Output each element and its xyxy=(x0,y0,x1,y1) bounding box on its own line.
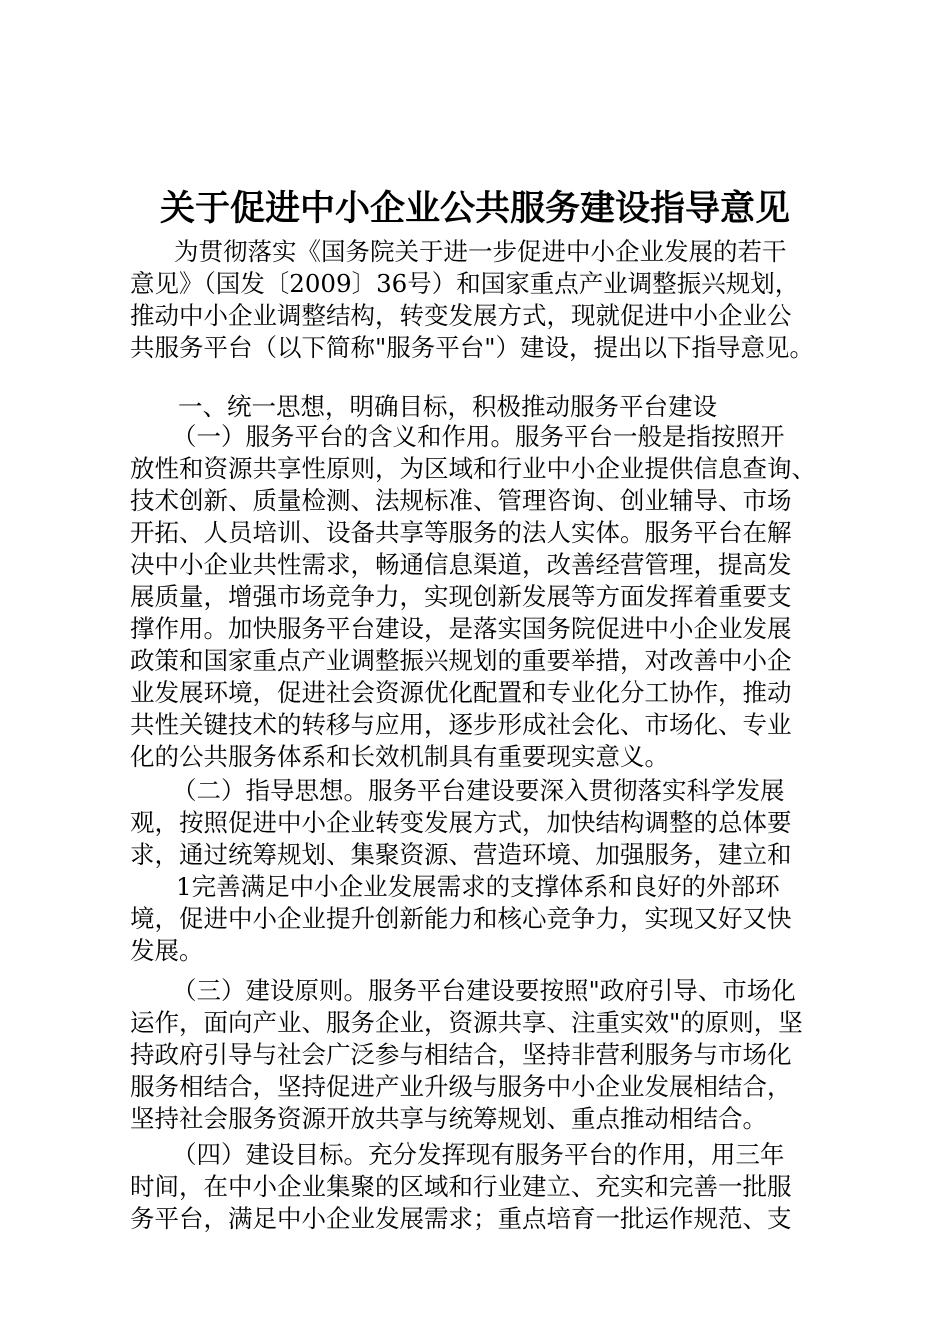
paragraph-line: 1完善满足中小企业发展需求的支撑体系和良好的外部环 xyxy=(176,872,780,901)
paragraph-line: 为贯彻落实《国务院关于进一步促进中小企业发展的若干 xyxy=(174,237,787,266)
paragraph-line: 务平台，满足中小企业发展需求；重点培育一批运作规范、支 xyxy=(130,1204,792,1233)
paragraph-line: 政策和国家重点产业调整振兴规划的重要举措，对改善中小企 xyxy=(130,646,792,675)
paragraph-line: 技术创新、质量检测、法规标准、管理咨询、创业辅导、市场 xyxy=(130,486,792,515)
paragraph-line: 放性和资源共享性原则，为区域和行业中小企业提供信息查询、 xyxy=(130,454,816,483)
paragraph-line: （三）建设原则。服务平台建设要按照"政府引导、市场化 xyxy=(172,976,796,1005)
paragraph-line: 服务相结合，坚持促进产业升级与服务中小企业发展相结合， xyxy=(130,1072,792,1101)
paragraph-line: 共服务平台（以下简称"服务平台"）建设，提出以下指导意见。 xyxy=(130,333,815,362)
paragraph-line: 求，通过统筹规划、集聚资源、营造环境、加强服务，建立和 xyxy=(130,840,792,869)
paragraph-line: 运作，面向产业、服务企业，资源共享、注重实效"的原则，坚 xyxy=(130,1008,803,1037)
paragraph-line: 发展。 xyxy=(130,936,204,965)
paragraph-line: 时间，在中小企业集聚的区域和行业建立、充实和完善一批服 xyxy=(130,1172,792,1201)
paragraph-line: 推动中小企业调整结构，转变发展方式，现就促进中小企业公 xyxy=(130,301,792,330)
paragraph-line: 撑作用。加快服务平台建设，是落实国务院促进中小企业发展 xyxy=(130,614,792,643)
section-heading: 一、统一思想，明确目标，积极推动服务平台建设 xyxy=(178,392,717,421)
paragraph-line: 境，促进中小企业提升创新能力和核心竞争力，实现又好又快 xyxy=(130,904,792,933)
paragraph-line: 观，按照促进中小企业转变发展方式，加快结构调整的总体要 xyxy=(130,808,792,837)
paragraph-line: （二）指导思想。服务平台建设要深入贯彻落实科学发展 xyxy=(172,776,785,805)
paragraph-line: 持政府引导与社会广泛参与相结合，坚持非营利服务与市场化 xyxy=(130,1040,792,1069)
paragraph-line: 业发展环境，促进社会资源优化配置和专业化分工协作，推动 xyxy=(130,678,792,707)
paragraph-line: 决中小企业共性需求，畅通信息渠道，改善经营管理，提高发 xyxy=(130,550,792,579)
paragraph-line: 化的公共服务体系和长效机制具有重要现实意义。 xyxy=(130,742,669,771)
document-title: 关于促进中小企业公共服务建设指导意见 xyxy=(159,188,790,229)
paragraph-line: 共性关键技术的转移与应用，逐步形成社会化、市场化、专业 xyxy=(130,710,792,739)
paragraph-line: 意见》（国发〔2009〕36号）和国家重点产业调整振兴规划， xyxy=(130,269,800,298)
paragraph-line: 展质量，增强市场竞争力，实现创新发展等方面发挥着重要支 xyxy=(130,582,792,611)
paragraph-line: 开拓、人员培训、设备共享等服务的法人实体。服务平台在解 xyxy=(130,518,792,547)
paragraph-line: 坚持社会服务资源开放共享与统筹规划、重点推动相结合。 xyxy=(130,1104,767,1133)
paragraph-line: （四）建设目标。充分发挥现有服务平台的作用，用三年 xyxy=(172,1140,785,1169)
paragraph-line: （一）服务平台的含义和作用。服务平台一般是指按照开 xyxy=(172,422,785,451)
